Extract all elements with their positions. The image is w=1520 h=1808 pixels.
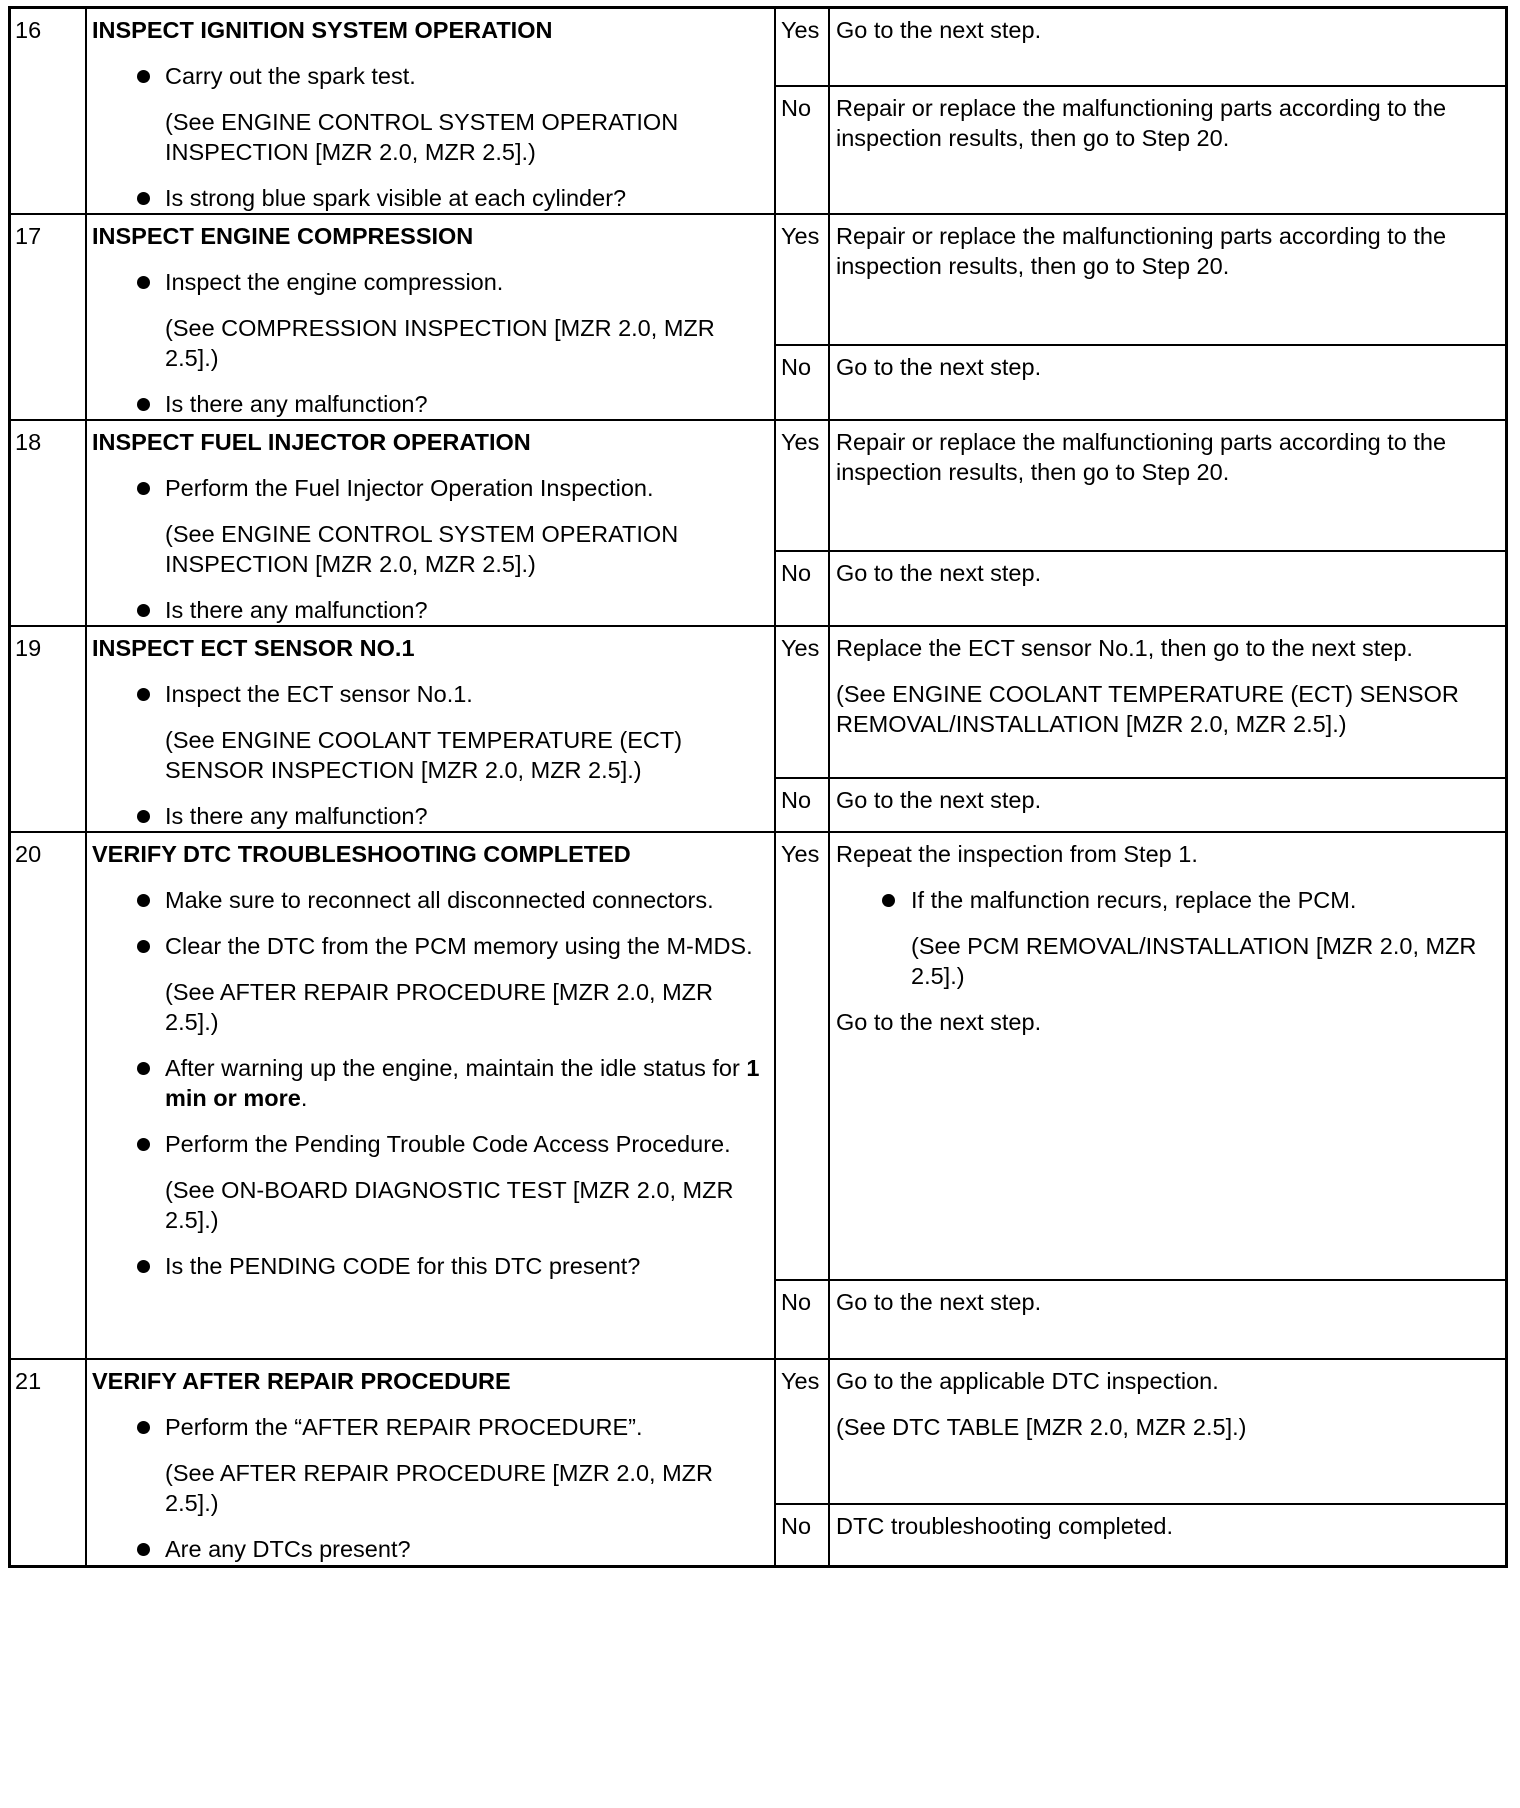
no-action (830, 1281, 1505, 1358)
no-action-p: Go to the next step. (836, 1289, 1042, 1315)
step-number: 20 (11, 833, 87, 1358)
no-result (776, 85, 1505, 213)
no-result (776, 1503, 1505, 1565)
step-row-16 (11, 9, 1505, 215)
inspection-cell (87, 9, 776, 213)
result-cells (776, 627, 1505, 831)
inspection-bullet: Carry out the spark test. (92, 61, 766, 91)
step-title: INSPECT FUEL INJECTOR OPERATION (92, 429, 531, 455)
inspection-emphasis: 1 min or more (165, 1055, 760, 1111)
step-number: 19 (11, 627, 87, 831)
yes-result (776, 421, 1505, 550)
yes-action (830, 9, 1505, 85)
no-result (776, 1279, 1505, 1358)
no-action-p: DTC troubleshooting completed. (836, 1513, 1174, 1539)
inspection-bullet: Perform the Fuel Injector Operation Inspection. (92, 473, 766, 503)
inspection-bullet: Is there any malfunction? (92, 595, 766, 625)
result-cells (776, 833, 1505, 1358)
yes-label: Yes (776, 421, 830, 550)
yes-action-p: Repeat the inspection from Step 1. (836, 841, 1198, 867)
inspection-bullet: Make sure to reconnect all disconnected connectors. (92, 885, 766, 915)
no-action (830, 552, 1505, 625)
inspection-text: After warning up the engine, maintain the idle status for (165, 1055, 747, 1081)
yes-result (776, 215, 1505, 344)
no-action (830, 346, 1505, 419)
result-cells (776, 215, 1505, 419)
yes-action-p: Replace the ECT sensor No.1, then go to the next step. (836, 635, 1413, 661)
step-number: 21 (11, 1360, 87, 1565)
inspection-bullet: Is there any malfunction? (92, 389, 766, 419)
inspection-cell (87, 1360, 776, 1565)
inspection-bullet (92, 1053, 766, 1113)
inspection-cell (87, 833, 776, 1358)
step-row-19 (11, 627, 1505, 833)
no-label: No (776, 1281, 830, 1358)
inspection-bullet: Are any DTCs present? (92, 1534, 766, 1564)
step-title: VERIFY AFTER REPAIR PROCEDURE (92, 1368, 511, 1394)
inspection-bullet: Is there any malfunction? (92, 801, 766, 831)
yes-action-sub-bullet: If the malfunction recurs, replace the PCM. (836, 885, 1499, 915)
inspection-text-end: . (300, 1085, 308, 1111)
result-cells (776, 421, 1505, 625)
inspection-bullet: Perform the Pending Trouble Code Access Procedure. (92, 1129, 766, 1159)
yes-action (830, 421, 1505, 550)
yes-label: Yes (776, 215, 830, 344)
step-row-20 (11, 833, 1505, 1360)
yes-result (776, 627, 1505, 777)
no-label: No (776, 552, 830, 625)
no-label: No (776, 87, 830, 213)
yes-action-p: Repair or replace the malfunctioning parts according to the inspection results, then go to Step 20. (836, 223, 1447, 279)
yes-action-p: Go to the next step. (836, 17, 1042, 43)
yes-label: Yes (776, 1360, 830, 1503)
no-label: No (776, 1505, 830, 1565)
yes-label: Yes (776, 627, 830, 777)
inspection-note: (See ENGINE CONTROL SYSTEM OPERATION INSPECTION [MZR 2.0, MZR 2.5].) (165, 521, 679, 577)
yes-action-p: Repair or replace the malfunctioning parts according to the inspection results, then go to Step 20. (836, 429, 1447, 485)
result-cells (776, 1360, 1505, 1565)
no-label: No (776, 346, 830, 419)
step-row-17 (11, 215, 1505, 421)
no-label: No (776, 779, 830, 831)
inspection-note: (See AFTER REPAIR PROCEDURE [MZR 2.0, MZR 2.5].) (165, 1460, 713, 1516)
inspection-cell (87, 421, 776, 625)
inspection-bullet: Is the PENDING CODE for this DTC present? (92, 1251, 766, 1281)
yes-action-p: Go to the next step. (836, 1009, 1042, 1035)
result-cells (776, 9, 1505, 213)
no-action-p: Go to the next step. (836, 354, 1042, 380)
inspection-bullet: Inspect the engine compression. (92, 267, 766, 297)
step-title: INSPECT ECT SENSOR NO.1 (92, 635, 415, 661)
step-number: 17 (11, 215, 87, 419)
no-action-p: Repair or replace the malfunctioning parts according to the inspection results, then go to Step 20. (836, 95, 1447, 151)
inspection-note: (See AFTER REPAIR PROCEDURE [MZR 2.0, MZR 2.5].) (165, 979, 713, 1035)
yes-action-p: (See ENGINE COOLANT TEMPERATURE (ECT) SENSOR REMOVAL/INSTALLATION [MZR 2.0, MZR 2.5].) (836, 681, 1459, 737)
inspection-cell (87, 627, 776, 831)
step-title: INSPECT IGNITION SYSTEM OPERATION (92, 17, 553, 43)
step-number: 16 (11, 9, 87, 213)
step-title: INSPECT ENGINE COMPRESSION (92, 223, 474, 249)
inspection-note: (See ON-BOARD DIAGNOSTIC TEST [MZR 2.0, MZR 2.5].) (165, 1177, 734, 1233)
yes-action (830, 833, 1505, 1279)
inspection-bullet: Inspect the ECT sensor No.1. (92, 679, 766, 709)
yes-label: Yes (776, 833, 830, 1279)
yes-result (776, 1360, 1505, 1503)
yes-action (830, 627, 1505, 777)
no-action (830, 779, 1505, 831)
inspection-note: (See ENGINE COOLANT TEMPERATURE (ECT) SENSOR INSPECTION [MZR 2.0, MZR 2.5].) (165, 727, 683, 783)
yes-action-p: (See DTC TABLE [MZR 2.0, MZR 2.5].) (836, 1414, 1247, 1440)
inspection-bullet: Clear the DTC from the PCM memory using the M-MDS. (92, 931, 766, 961)
inspection-note: (See COMPRESSION INSPECTION [MZR 2.0, MZR 2.5].) (165, 315, 715, 371)
no-result (776, 344, 1505, 419)
no-action-p: Go to the next step. (836, 560, 1042, 586)
no-result (776, 550, 1505, 625)
troubleshooting-table (8, 6, 1508, 1568)
step-row-21 (11, 1360, 1505, 1565)
no-result (776, 777, 1505, 831)
yes-result (776, 833, 1505, 1279)
no-action (830, 87, 1505, 213)
yes-action-sub-note: (See PCM REMOVAL/INSTALLATION [MZR 2.0, MZR 2.5].) (911, 933, 1477, 989)
step-row-18 (11, 421, 1505, 627)
yes-action-p: Go to the applicable DTC inspection. (836, 1368, 1219, 1394)
yes-action (830, 1360, 1505, 1503)
yes-action (830, 215, 1505, 344)
step-number: 18 (11, 421, 87, 625)
no-action-p: Go to the next step. (836, 787, 1042, 813)
inspection-cell (87, 215, 776, 419)
inspection-note: (See ENGINE CONTROL SYSTEM OPERATION INSPECTION [MZR 2.0, MZR 2.5].) (165, 109, 679, 165)
yes-result (776, 9, 1505, 85)
yes-label: Yes (776, 9, 830, 85)
step-title: VERIFY DTC TROUBLESHOOTING COMPLETED (92, 841, 631, 867)
no-action (830, 1505, 1505, 1565)
inspection-bullet: Is strong blue spark visible at each cylinder? (92, 183, 766, 213)
inspection-bullet: Perform the “AFTER REPAIR PROCEDURE”. (92, 1412, 766, 1442)
